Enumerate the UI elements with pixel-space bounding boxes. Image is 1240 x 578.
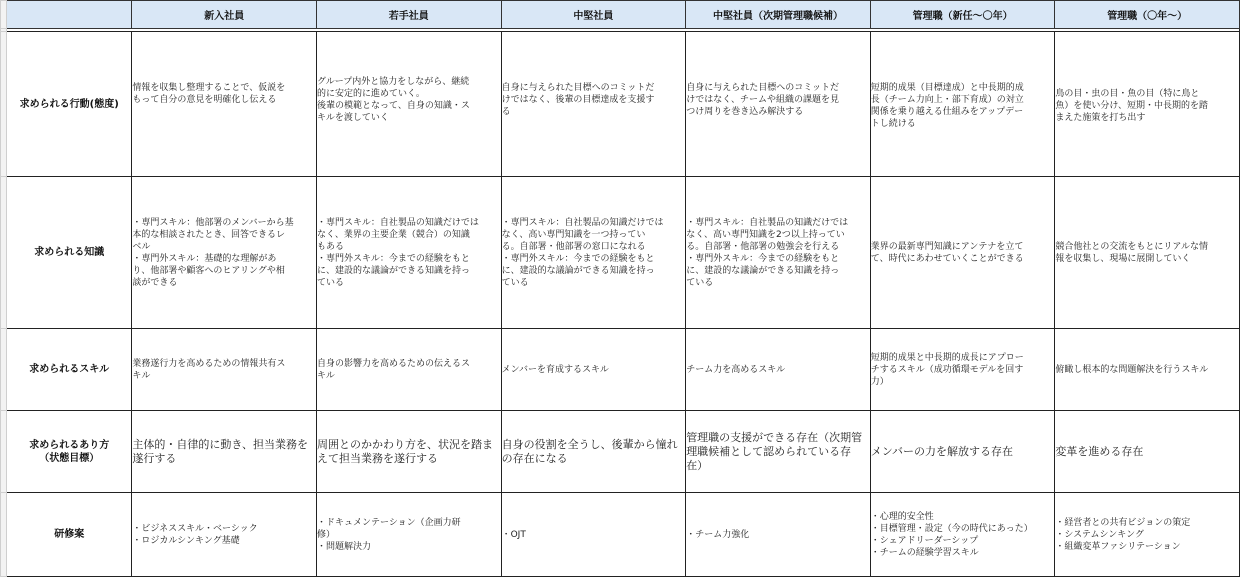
- table-cell[interactable]: 自身に与えられた目標へのコミットだ けではなく、後輩の目標達成を支援す る: [501, 32, 686, 177]
- table-row: [1, 32, 1240, 177]
- table-cell[interactable]: ・専門スキル：他部署のメンバーから基 本的な相談されたとき、回答できるレ ベル ・専門外スキル：基礎的な理解があ り、他部署や顧客へのヒアリングや相 談ができる: [132, 177, 317, 329]
- table-cell[interactable]: 自身に与えられた目標へのコミットだ けではなく、チームや組織の課題を見 つけ周りを巻き込み解決する: [686, 32, 871, 177]
- table-cell[interactable]: 管理職の支援ができる存在（次期管 理職候補として認められている存 在）: [686, 411, 871, 493]
- column-header-row: [1, 1, 1240, 29]
- table-cell[interactable]: 業界の最新専門知識にアンテナを立て て、時代にあわせていくことができる: [870, 177, 1055, 329]
- table-row: [1, 177, 1240, 329]
- table-cell[interactable]: ・OJT: [501, 493, 686, 577]
- table-cell[interactable]: 俯瞰し根本的な問題解決を行うスキル: [1055, 329, 1240, 411]
- corner-cell[interactable]: [7, 1, 132, 29]
- table-cell[interactable]: 周囲とのかかわり方を、状況を踏ま えて担当業務を遂行する: [317, 411, 502, 493]
- table-cell[interactable]: 変革を進める存在: [1055, 411, 1240, 493]
- table-cell[interactable]: チーム力を高めるスキル: [686, 329, 871, 411]
- row-header-skills[interactable]: 求められるスキル: [7, 329, 132, 411]
- table-cell[interactable]: 情報を収集し整理することで、仮説を もって自分の意見を明確化し伝える: [132, 32, 317, 177]
- column-header-mid-level-candidate[interactable]: 中堅社員（次期管理職候補）: [686, 1, 871, 29]
- row-header-behavior[interactable]: 求められる行動(態度): [7, 32, 132, 177]
- table-cell[interactable]: 業務遂行力を高めるための情報共有ス キル: [132, 329, 317, 411]
- column-header-manager-new[interactable]: 管理職（新任～〇年）: [870, 1, 1055, 29]
- table-cell[interactable]: 鳥の目・虫の目・魚の目（特に鳥と 魚）を使い分け、短期・中長期的を踏 まえた施策を打ち出す: [1055, 32, 1240, 177]
- row-header-ideal-state[interactable]: 求められるあり方 （状態目標）: [7, 411, 132, 493]
- table-cell[interactable]: 競合他社との交流をもとにリアルな情 報を収集し、現場に展開していく: [1055, 177, 1240, 329]
- table-cell[interactable]: 自身の役割を全うし、後輩から憧れ の存在になる: [501, 411, 686, 493]
- column-header-manager-senior[interactable]: 管理職（〇年～）: [1055, 1, 1240, 29]
- table-cell[interactable]: ・経営者との共有ビジョンの策定 ・システムシンキング ・組織変革ファシリテーション: [1055, 493, 1240, 577]
- table-cell[interactable]: ・専門スキル：自社製品の知識だけでは なく、業界の主要企業（競合）の知識 もある ・専門外スキル：今までの経験をもと に、建設的な議論ができる知識を持っ ている: [317, 177, 502, 329]
- column-header-new-hire[interactable]: 新入社員: [132, 1, 317, 29]
- table-cell[interactable]: ・専門スキル：自社製品の知識だけでは なく、高い専門知識を2つ以上持ってい る。自部署・他部署の勉強会を行える ・専門外スキル：今までの経験をもと に、建設的な議論ができる知識を持っ ている: [686, 177, 871, 329]
- table-cell[interactable]: ・ビジネススキル・ベーシック ・ロジカルシンキング基礎: [132, 493, 317, 577]
- table-cell[interactable]: 短期的成果（目標達成）と中長期的成 長（チーム力向上・部下育成）の対立 関係を乗り越える仕組みをアップデー トし続ける: [870, 32, 1055, 177]
- table-cell[interactable]: グループ内外と協力をしながら、継続 的に安定的に進めていく。 後輩の模範となって、自身の知識・ス キルを渡していく: [317, 32, 502, 177]
- table-cell[interactable]: ・専門スキル：自社製品の知識だけでは なく、高い専門知識を一つ持ってい る。自部署・他部署の窓口になれる ・専門外スキル：今までの経験をもと に、建設的な議論ができる知識を持っ ている: [501, 177, 686, 329]
- row-header-knowledge[interactable]: 求められる知識: [7, 177, 132, 329]
- table-cell[interactable]: 自身の影響力を高めるための伝えるス キル: [317, 329, 502, 411]
- column-header-mid-level[interactable]: 中堅社員: [501, 1, 686, 29]
- table-cell[interactable]: ・チーム力強化: [686, 493, 871, 577]
- table-cell[interactable]: メンバーを育成するスキル: [501, 329, 686, 411]
- row-header-training[interactable]: 研修案: [7, 493, 132, 577]
- table-cell[interactable]: 主体的・自律的に動き、担当業務を 遂行する: [132, 411, 317, 493]
- table-cell[interactable]: 短期的成果と中長期的成長にアプロー チするスキル（成功循環モデルを回す 力）: [870, 329, 1055, 411]
- table-cell[interactable]: メンバーの力を解放する存在: [870, 411, 1055, 493]
- table-row: [1, 329, 1240, 411]
- column-header-junior[interactable]: 若手社員: [317, 1, 502, 29]
- table-row: [1, 411, 1240, 493]
- table-cell[interactable]: ・ドキュメンテーション（企画力研 修） ・問題解決力: [317, 493, 502, 577]
- table-cell[interactable]: ・心理的安全性 ・目標管理・設定（今の時代にあった） ・シェアドリーダーシップ ・チームの経験学習スキル: [870, 493, 1055, 577]
- table-row: [1, 493, 1240, 577]
